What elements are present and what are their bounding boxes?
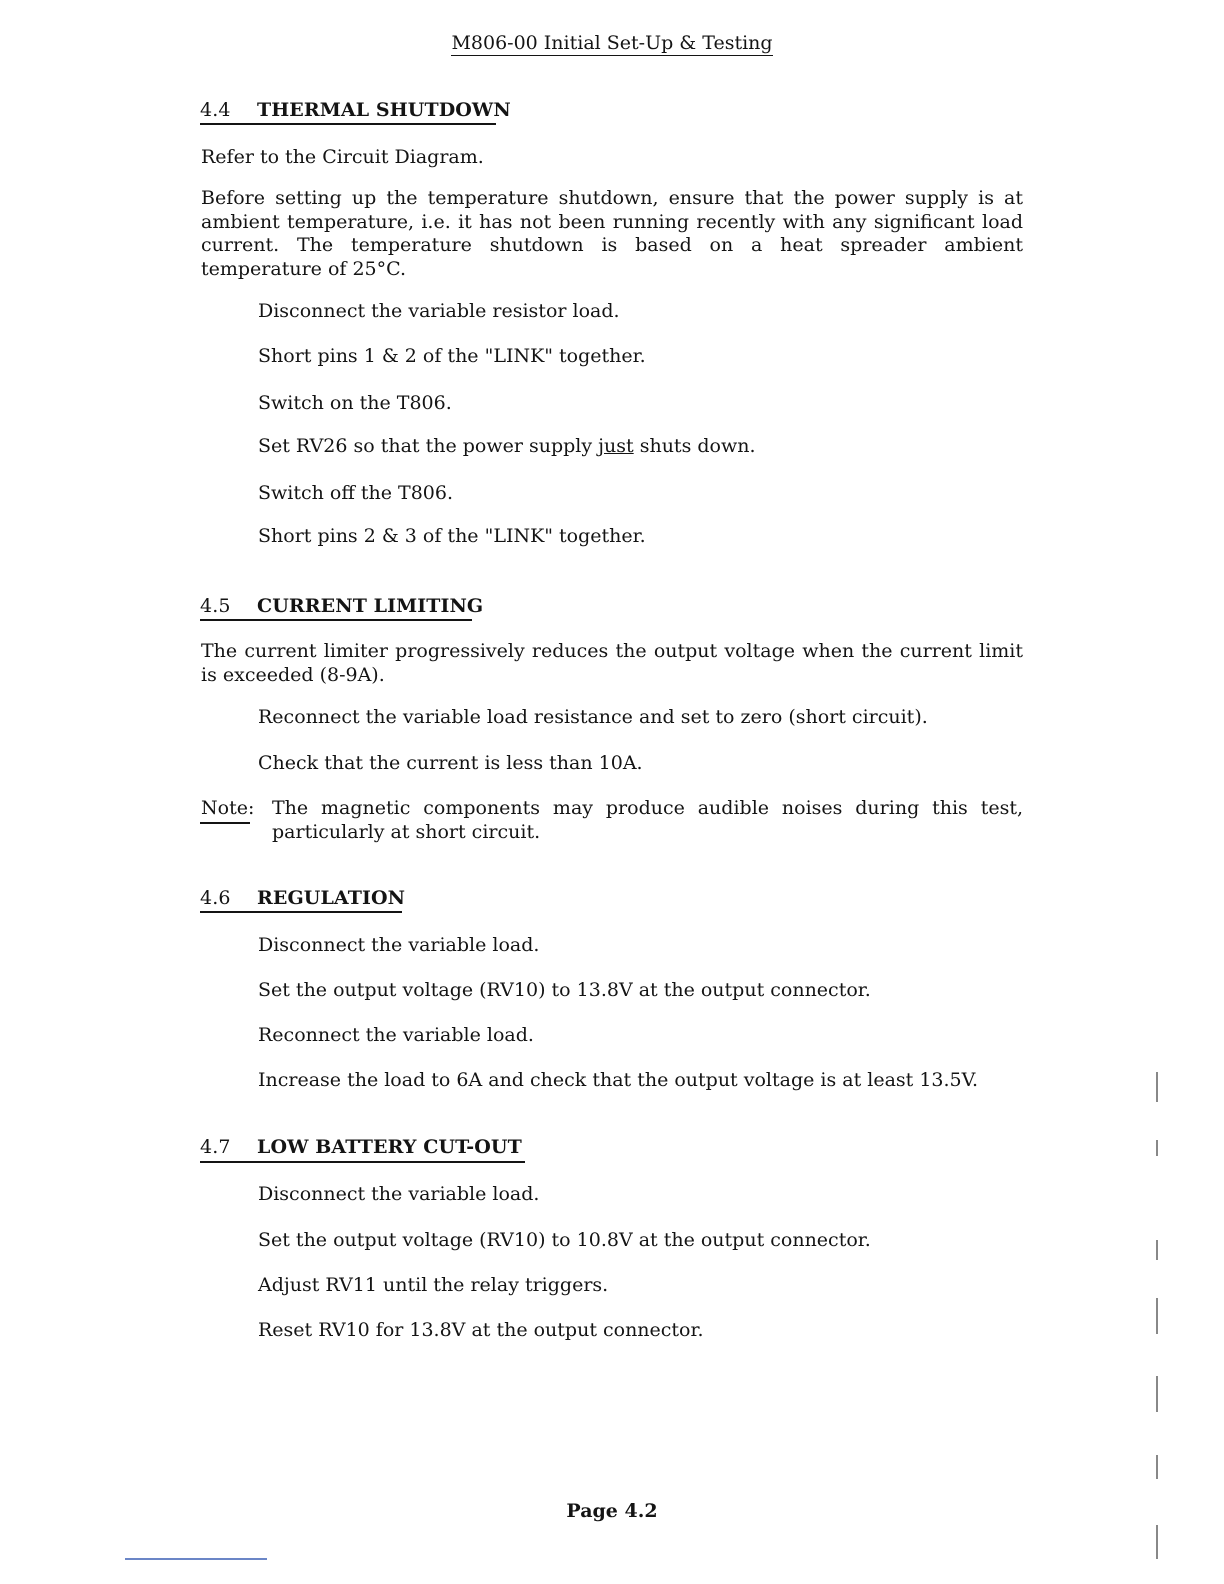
emphasis-text: just — [598, 435, 634, 457]
step-text: shuts down. — [633, 435, 756, 457]
section-number: 4.5 — [200, 595, 231, 617]
scan-mark — [1156, 1140, 1158, 1156]
step-item: Short pins 1 & 2 of the "LINK" together. — [258, 345, 646, 367]
step-item: Reset RV10 for 13.8V at the output connector. — [258, 1319, 704, 1341]
step-item: Disconnect the variable load. — [258, 1183, 540, 1205]
step-item — [258, 435, 756, 457]
heading-underline — [200, 123, 496, 125]
heading-underline — [200, 1161, 525, 1163]
step-item: Set the output voltage (RV10) to 10.8V at the output connector. — [258, 1229, 871, 1251]
scan-mark — [1156, 1240, 1158, 1260]
section-heading-thermal-shutdown — [200, 99, 511, 121]
paragraph: The current limiter progressively reduces the output voltage when the current limit is exceeded (8-9A). — [201, 640, 1023, 686]
document-title: M806-00 Initial Set-Up & Testing — [451, 32, 773, 54]
heading-underline — [200, 619, 472, 621]
step-item: Increase the load to 6A and check that the output voltage is at least 13.5V. — [258, 1069, 979, 1091]
step-item: Disconnect the variable load. — [258, 934, 540, 956]
note-label: Note: — [201, 797, 255, 819]
page-header — [0, 32, 1224, 54]
step-item: Reconnect the variable load resistance and set to zero (short circuit). — [258, 706, 928, 728]
scan-mark — [1156, 1072, 1158, 1102]
step-item: Switch off the T806. — [258, 482, 454, 504]
scan-mark — [1156, 1525, 1158, 1559]
section-heading-regulation — [200, 887, 405, 909]
section-title: THERMAL SHUTDOWN — [257, 99, 511, 121]
paragraph: Before setting up the temperature shutdown, ensure that the power supply is at ambient temperature, i.e. it has not been running recently with any significant load current. The temperature shutdown is based on a heat spreader ambient temperature of 25°C. — [201, 187, 1023, 280]
note-text: The magnetic components may produce audible noises during this test, particularly at short circuit. — [272, 797, 1023, 843]
note-underline — [200, 822, 250, 824]
step-item: Short pins 2 & 3 of the "LINK" together. — [258, 525, 646, 547]
section-number: 4.7 — [200, 1136, 231, 1158]
paragraph: Refer to the Circuit Diagram. — [201, 146, 484, 168]
step-item: Check that the current is less than 10A. — [258, 752, 643, 774]
step-item: Reconnect the variable load. — [258, 1024, 534, 1046]
page-number: Page 4.2 — [566, 1500, 658, 1522]
step-item: Adjust RV11 until the relay triggers. — [258, 1274, 609, 1296]
section-title: LOW BATTERY CUT-OUT — [257, 1136, 522, 1158]
section-title: CURRENT LIMITING — [257, 595, 484, 617]
step-text: Set RV26 so that the power supply — [258, 435, 599, 457]
step-item: Switch on the T806. — [258, 392, 452, 414]
heading-underline — [200, 911, 402, 913]
scan-mark — [1156, 1455, 1158, 1479]
section-title: REGULATION — [257, 887, 406, 909]
section-heading-current-limiting — [200, 595, 483, 617]
step-item: Set the output voltage (RV10) to 13.8V at the output connector. — [258, 979, 871, 1001]
scan-mark — [1156, 1298, 1158, 1334]
section-heading-low-battery-cut-out — [200, 1136, 522, 1158]
section-number: 4.4 — [200, 99, 231, 121]
scan-edge-line — [125, 1558, 267, 1560]
scan-mark — [1156, 1376, 1158, 1412]
step-item: Disconnect the variable resistor load. — [258, 300, 620, 322]
section-number: 4.6 — [200, 887, 231, 909]
